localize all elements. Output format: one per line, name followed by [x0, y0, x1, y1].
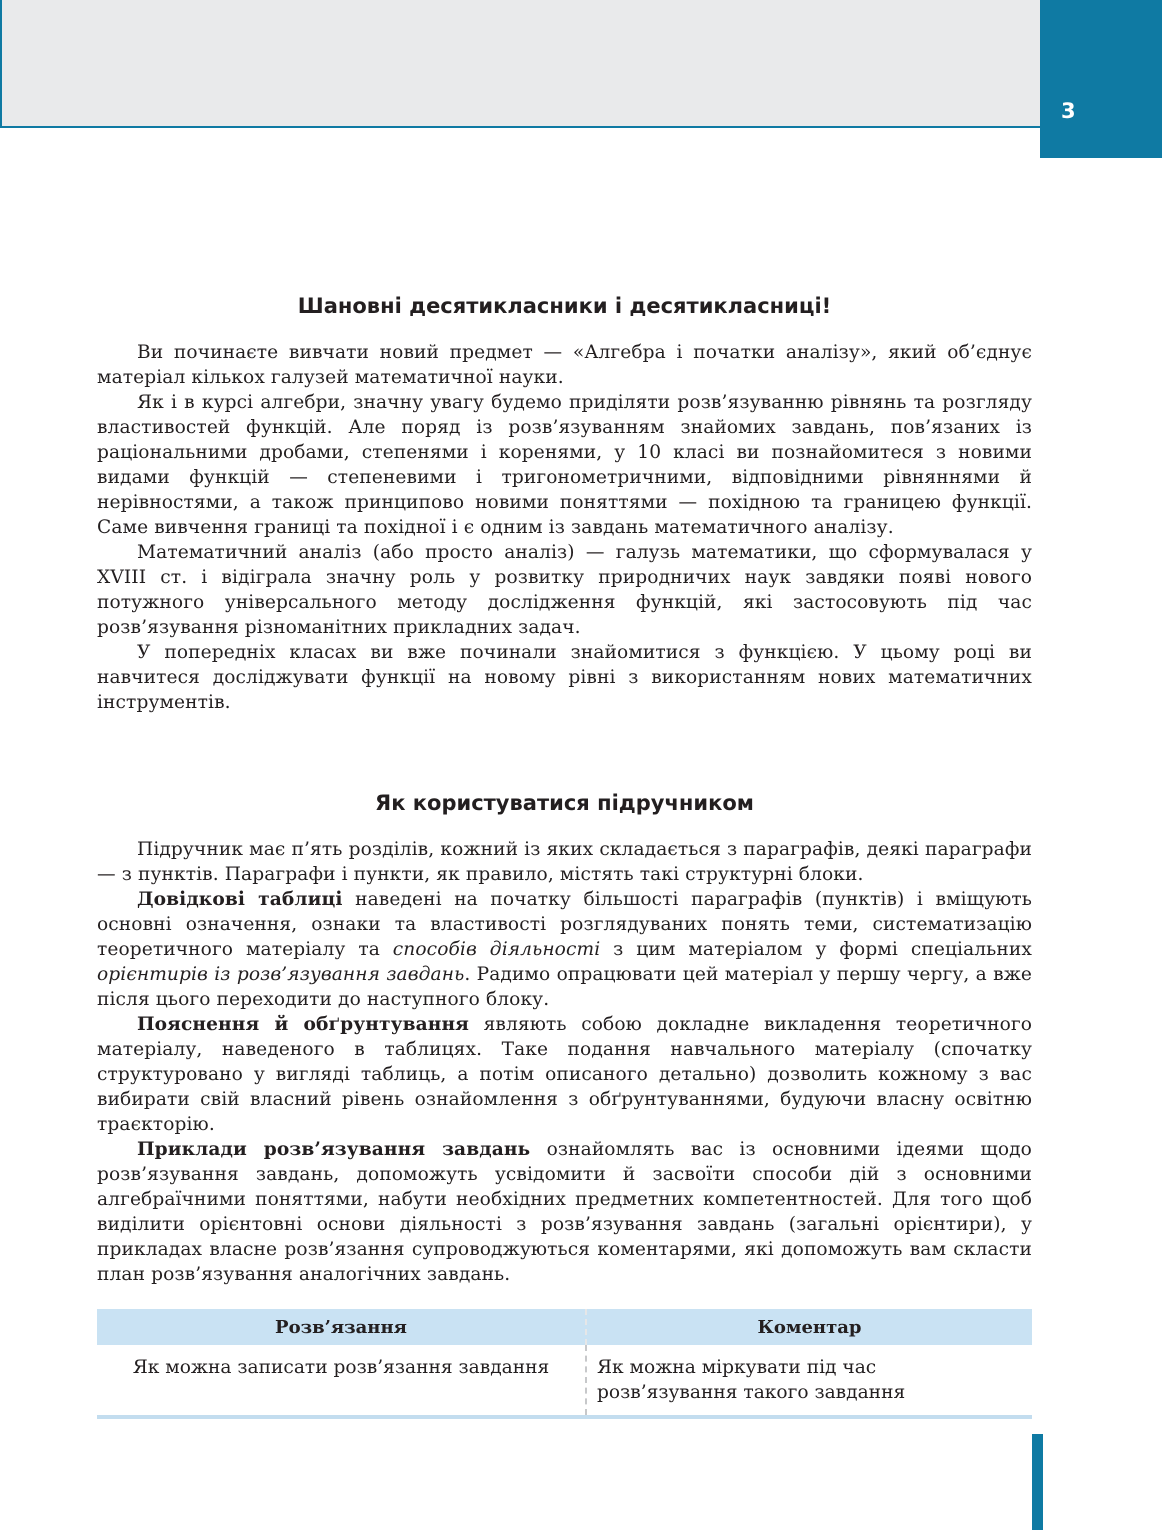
term-bold: Довідкові таблиці: [137, 889, 343, 910]
paragraph: Як і в курсі алгебри, значну увагу будемо приділяти розв’язуванню рівнянь та розгляду властивостей функцій. Але поряд із розв’язуванням знайомих завдань, пов’язаних із раціональними дробами, степенями і коренями, у 10 класі ви познайомитеся з новими видами функцій — степеневими і тригонометричними, відповідними рівняннями й нерівностями, а також принципово новими поняттями — похідною та границею функції. Саме вивчення границі та похідної і є одним із завдань математичного аналізу.: [97, 392, 1032, 538]
text-run: . Радимо опрацювати цей матеріал у першу чергу, а вже після цього переходити до наступного блоку.: [97, 964, 1033, 1010]
paragraph: Підручник має п’ять розділів, кожний із яких складається з параграфів, деякі параграфи — з пунктів. Параграфи і пункти, як правило, містять такі структурні блоки.: [97, 839, 1032, 885]
text-run: наведені на початку більшості параграфів (пунктів) і вміщують основні означення, ознаки та властивості розглядуваних понять теми, систематизацію теоретичного матеріалу та: [97, 889, 1033, 960]
table-header-comment: Коментар: [586, 1309, 1032, 1345]
text-run: ознайомлять вас із основними ідеями щодо розв’язування завдань, допоможуть усвідомити й засвоїти способи дій з основними алгебраїчними поняттями, набути необхідних предметних компетентностей. Для того щоб виділити орієнтовні основи діяльності з розв’язування завдань (загальні орієнтири), у прикладах власне розв’язання супроводжуються коментарями, які допоможуть вам скласти план розв’язування аналогічних завдань.: [97, 1139, 1032, 1285]
table-cell-comment: Як можна міркувати під час розв’язування такого завдання: [586, 1345, 1032, 1417]
term-bold: Пояснення й обґрунтування: [137, 1014, 469, 1035]
page-number-tab: [1040, 0, 1162, 158]
paragraph: У попередніх класах ви вже починали знайомитися з функцією. У цьому році ви навчитеся досліджувати функції на новому рівні з використанням нових математичних інструментів.: [97, 642, 1032, 713]
section-title-how-to-use: Як користуватися підручником: [375, 791, 754, 815]
table-header-row: [97, 1309, 1032, 1345]
table-row: [97, 1345, 1032, 1417]
table-cell-solution: Як можна записати розв’язання завдання: [132, 1357, 550, 1378]
paragraph: Ви починаєте вивчати новий предмет — «Алгебра і початки аналізу», який об’єднує матеріал кількох галузей математичної науки.: [97, 342, 1032, 388]
paragraph: Математичний аналіз (або просто аналіз) — галузь математики, що сформувалася у XVIII ст. і відіграла значну роль у розвитку природничих наук завдяки появі нового потужного універсального методу дослідження функцій, які застосовують під час розв’язування різноманітних прикладних задач.: [97, 542, 1032, 638]
edge-marker-bar: [1032, 1434, 1043, 1530]
text-run: з цим матеріалом у формі спеціальних: [600, 939, 1032, 960]
term-bold: Приклади розв’язування завдань: [137, 1139, 531, 1160]
page-content: [97, 286, 1032, 1419]
paragraph-explanations: [97, 1012, 1032, 1137]
header-band: [0, 0, 1040, 128]
solution-comment-table: [97, 1309, 1032, 1419]
term-italic: способів діяльності: [392, 939, 601, 960]
text-run: являють собою докладне викладення теоретичного матеріалу, наведеного в таблицях. Таке подання навчального матеріалу (спочатку структуровано у вигляді таблиць, а потім описаного детально) дозволить кожному з вас вибирати свій власний рівень ознайомлення з обґрунтуваннями, будуючи власну освітню траєкторію.: [97, 1014, 1032, 1135]
paragraph-reference-tables: [97, 887, 1032, 1012]
page-number: 3: [1061, 99, 1076, 123]
section-title-greeting: Шановні десятикласники і десятикласниці!: [297, 294, 832, 318]
term-italic: орієнтирів із розв’язування завдань: [97, 964, 465, 985]
table-header-solution: Розв’язання: [97, 1309, 586, 1345]
paragraph-examples: [97, 1137, 1032, 1287]
